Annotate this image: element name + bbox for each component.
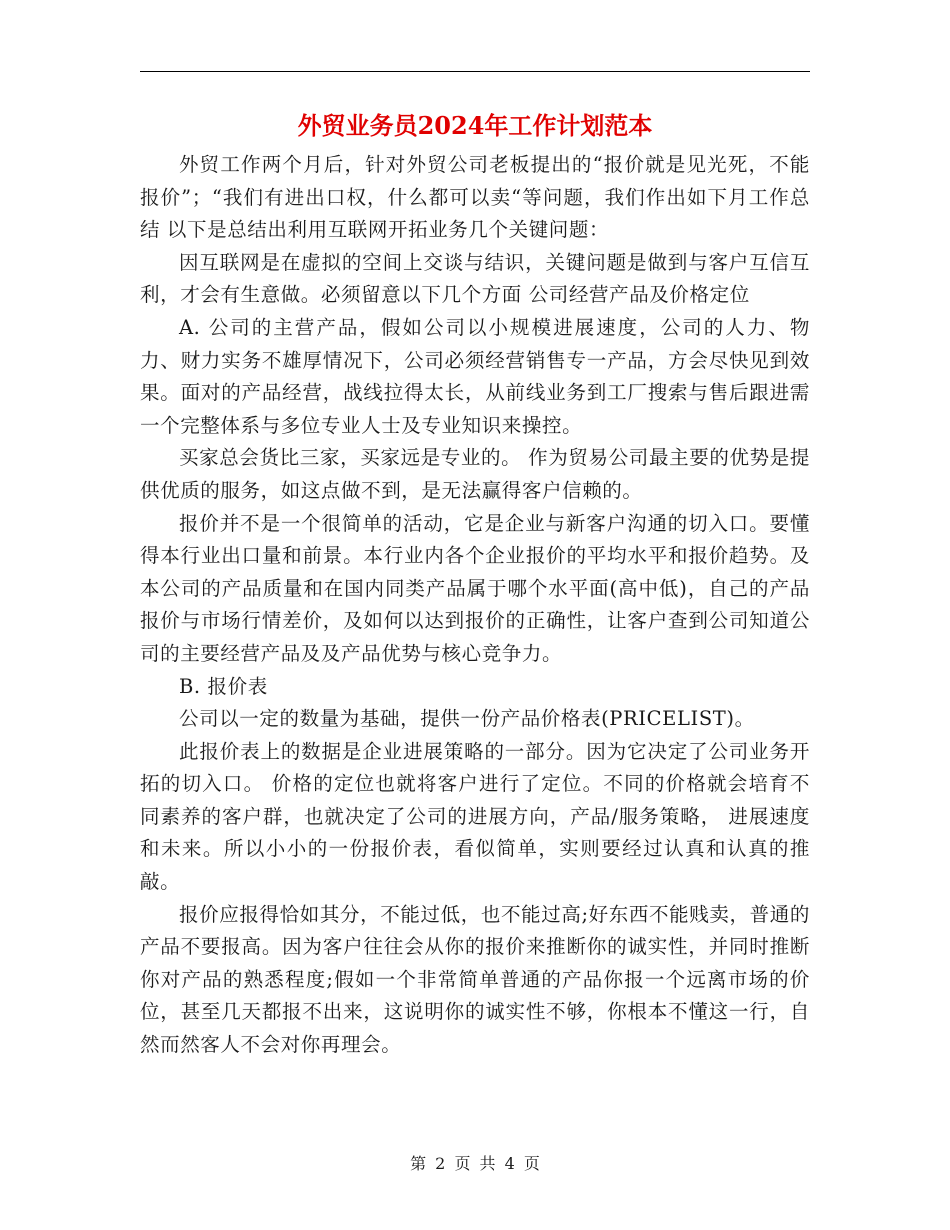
paragraph-2: 因互联网是在虚拟的空间上交谈与结识，关键问题是做到与客户互信互利，才会有生意做。必须留意以下几个方面 公司经营产品及价格定位 bbox=[140, 250, 810, 307]
document-body bbox=[140, 149, 810, 1062]
paragraph-7: 公司以一定的数量为基础，提供一份产品价格表(PRICELIST)。 bbox=[179, 707, 755, 731]
header-rule bbox=[140, 71, 810, 72]
paragraph-4: 买家总会货比三家，买家远是专业的。 作为贸易公司最主要的优势是提供优质的服务，如这点做不到，是无法赢得客户信赖的。 bbox=[140, 446, 810, 502]
paragraph-8: 此报价表上的数据是企业进展策略的一部分。因为它决定了公司业务开拓的切入口。 价格的定位也就将客户进行了定位。不同的价格就会培育不同素养的客户群，也就决定了公司的进展方向，产品/服务策略， 进展速度和未来。所以小小的一份报价表，看似简单，实则要经过认真和认真的推敲。 bbox=[140, 739, 810, 894]
document-title: 外贸业务员2024年工作计划范本 bbox=[297, 111, 653, 140]
page-footer: 第 2 页 共 4 页 bbox=[410, 1154, 540, 1173]
paragraph-1: 外贸工作两个月后，针对外贸公司老板提出的“报价就是见光死，不能报价”；“我们有进出口权，什么都可以卖“等问题，我们作出如下月工作总结 以下是总结出利用互联网开拓业务几个关键问题： bbox=[140, 153, 810, 242]
paragraph-9: 报价应报得恰如其分，不能过低，也不能过高;好东西不能贱卖，普通的产品不要报高。因为客户往往会从你的报价来推断你的诚实性，并同时推断你对产品的熟悉程度;假如一个非常简单普通的产品你报一个远离市场的价位，甚至几天都报不出来，这说明你的诚实性不够，你根本不懂这一行，自然而然客人不会对你再理会。 bbox=[140, 902, 810, 1057]
paragraph-6-heading: B. 报价表 bbox=[179, 674, 268, 698]
paragraph-5: 报价并不是一个很简单的活动，它是企业与新客户沟通的切入口。要懂得本行业出口量和前景。本行业内各个企业报价的平均水平和报价趋势。及本公司的产品质量和在国内同类产品属于哪个水平面(高中低)，自己的产品报价与市场行情差价，及如何以达到报价的正确性，让客户查到公司知道公司的主要经营产品及及产品优势与核心竞争力。 bbox=[140, 511, 810, 665]
paragraph-3: A. 公司的主营产品，假如公司以小规模进展速度，公司的人力、物力、财力实务不雄厚情况下，公司必须经营销售专一产品，方会尽快见到效果。面对的产品经营，战线拉得太长，从前线业务到工厂搜索与售后跟进需一个完整体系与多位专业人士及专业知识来操控。 bbox=[140, 315, 810, 437]
